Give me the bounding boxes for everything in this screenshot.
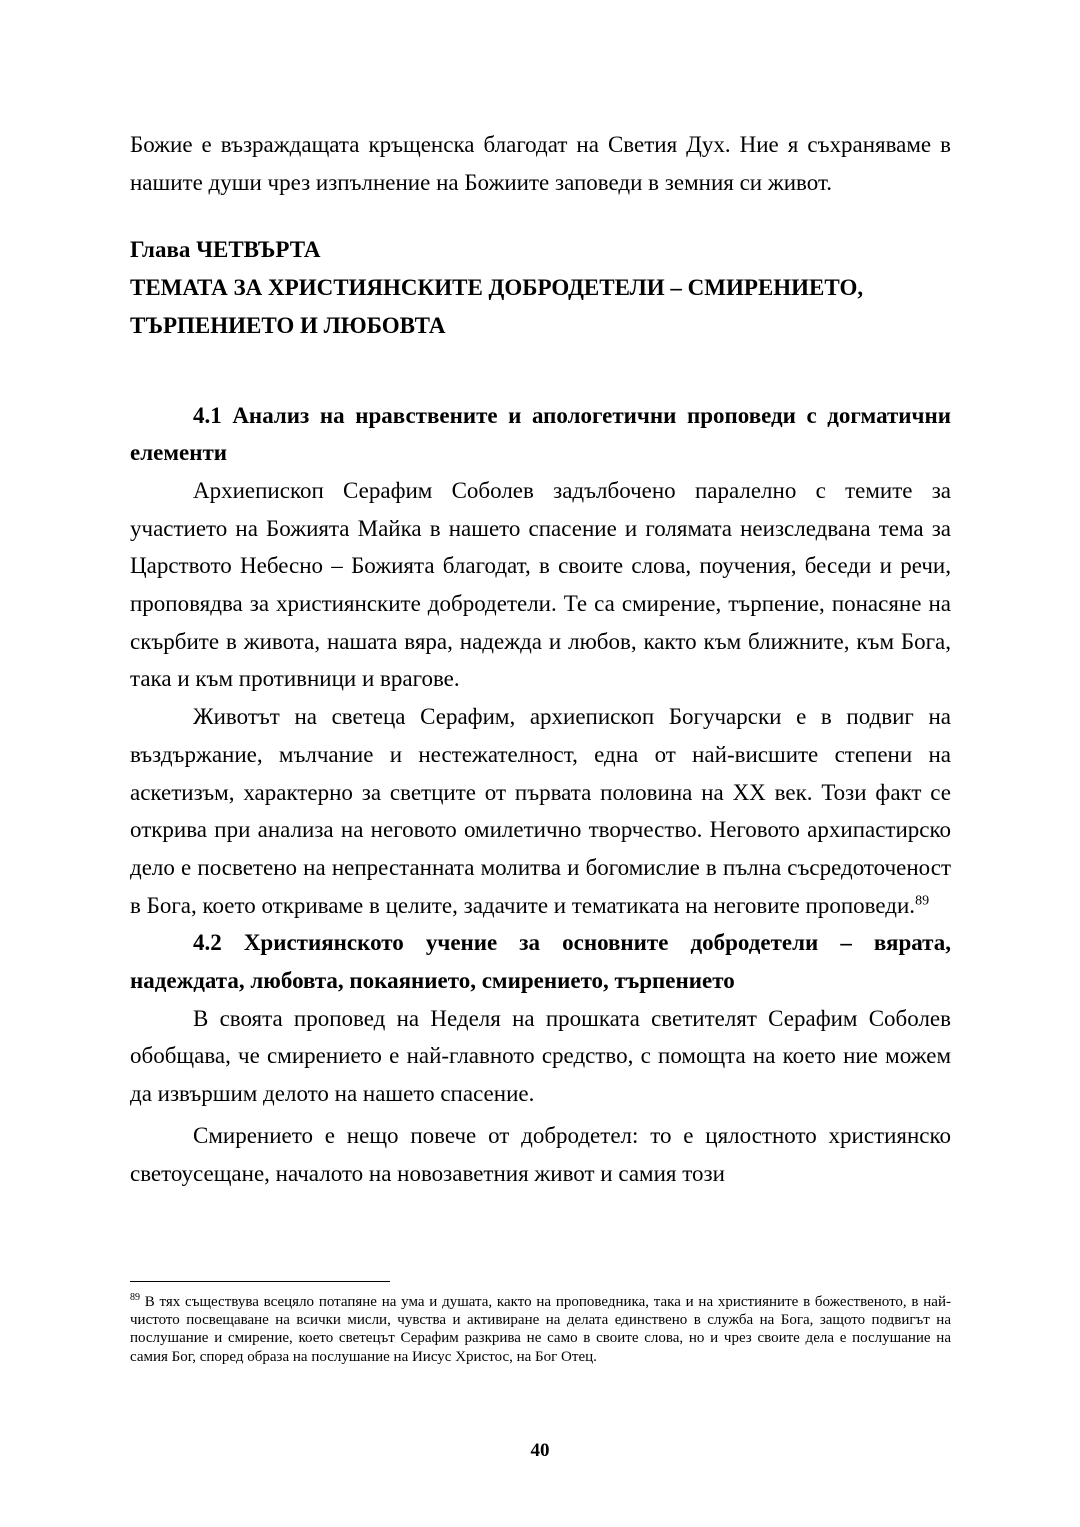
footnote-number: 89 <box>130 1292 140 1303</box>
page-body <box>130 126 951 1192</box>
section-heading-4-1: 4.1 Анализ на нравствените и апологетични проповеди с догматични елементи <box>130 402 951 466</box>
section-4-2-paragraph-1: В своята проповед на Неделя на прошката светителят Серафим Соболев обобщава, че смирението е най-главното средство, с помощта на което ние можем да извършим делото на нашето спасение. <box>130 1005 951 1107</box>
section-4-1-paragraph-2-text: Животът на светеца Серафим, архиепископ Богучарски е в подвиг на въздържание, мълчание и нестежателност, една от най-висшите степени на аскетизъм, характерно за светците от първата половина на ХХ век. Този факт се открива при анализа на неговото омилетично творчество. Неговото архипастирско дело е посветено на непрестанната молитва и богомислие в пълна съсредоточеност в Бога, което откриваме в целите, задачите и тематиката на неговите проповеди. <box>130 704 951 918</box>
chapter-label: Глава ЧЕТВЪРТА <box>130 237 321 263</box>
section-4-1-paragraph-1: Архиепископ Серафим Соболев задълбочено паралелно с темите за участието на Божията Майка в нашето спасение и голямата неизследвана тема за Царството Небесно – Божията благодат, в своите слова, поучения, беседи и речи, проповядва за християнските добродетели. Те са смирение, търпение, понасяне на скърбите в живота, нашата вяра, надежда и любов, както към ближните, към Бога, така и към противници и врагове. <box>130 477 951 692</box>
section-4-1-paragraph-2 <box>130 698 951 924</box>
footnote-89 <box>130 1293 951 1366</box>
footnote-separator <box>130 1281 390 1282</box>
section-heading-4-2: 4.2 Християнското учение за основните добродетели – вярата, надеждата, любовта, покаянието, смирението, търпението <box>130 930 951 994</box>
footnote-text: В тях съществува всецяло потапяне на ума и душата, както на проповедника, така и на християните в божественото, в най-чистото посвещаване на всички мисли, чувства и активиране на делата единствено в служба на Бога, защото подвигът на послушание и смирение, което светецът Серафим разкрива не само в своите слова, но и чрез своите дела е послушание на самия Бог, според образа на послушание на Иисус Христос, на Бог Отец. <box>130 1294 951 1365</box>
page-number: 40 <box>530 1440 550 1461</box>
intro-paragraph: Божие е възраждащата кръщенска благодат на Светия Дух. Ние я съхраняваме в нашите души чрез изпълнение на Божиите заповеди в земния си живот. <box>130 132 951 195</box>
chapter-title: ТЕМАТА ЗА ХРИСТИЯНСКИТЕ ДОБРОДЕТЕЛИ – СМИРЕНИЕТО, ТЪРПЕНИЕТО И ЛЮБОВТА <box>130 275 864 338</box>
footnote-reference-89[interactable]: 89 <box>915 893 930 908</box>
chapter-heading <box>130 231 951 344</box>
section-4-2-paragraph-2: Смирението е нещо повече от добродетел: то е цялостното християнско светоусещане, началото на новозаветния живот и самия този <box>130 1122 951 1186</box>
